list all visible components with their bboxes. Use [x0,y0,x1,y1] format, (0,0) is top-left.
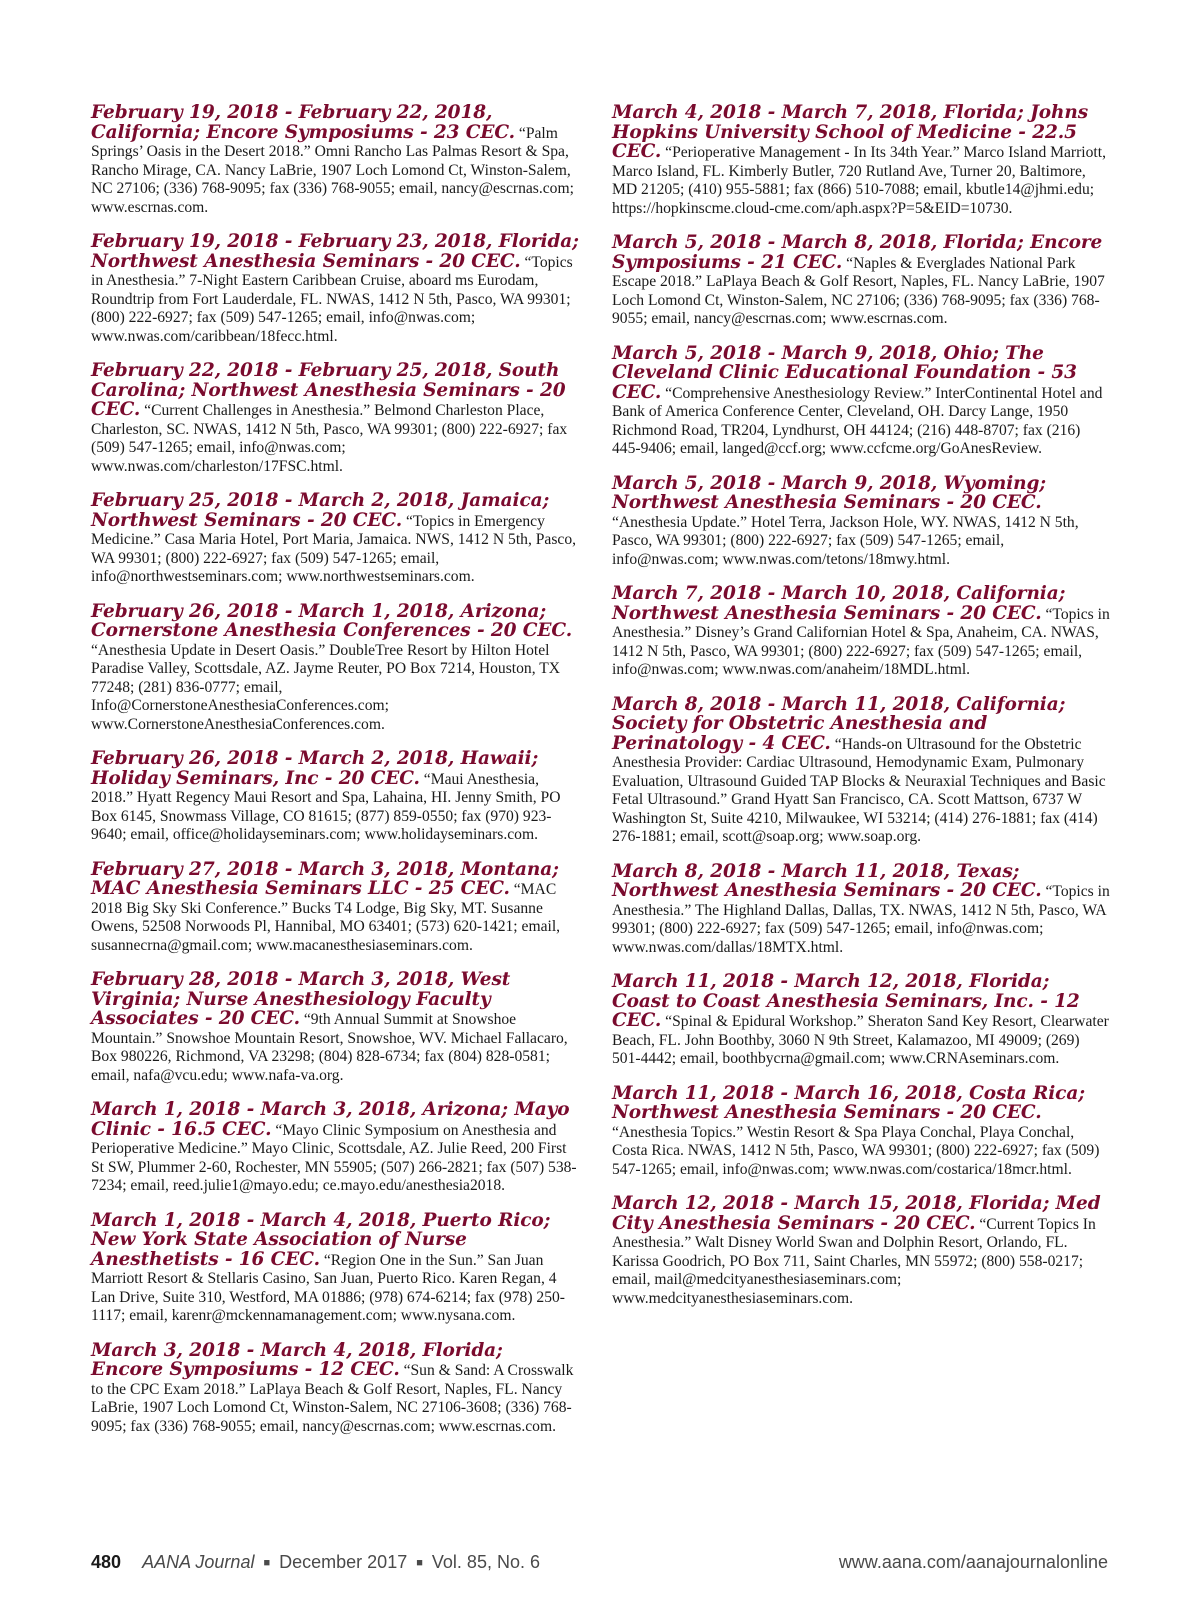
entry-body: “Topics in Emergency Medicine.” Casa Maria Hotel, Port Maria, Jamaica. NWS, 1412 N 5th, Pasco, WA 99301; (800) 222-6927; fax (509) 547-1265; email, info@northwestseminars.com; www.northwestseminars.com. [91,512,577,585]
entry-body: “Naples & Everglades National Park Escape 2018.” LaPlaya Beach & Golf Resort, Naples, FL. Nancy LaBrie, 1907 Loch Lomond Ct, Winston-Salem, NC 27106; (336) 768-9095; fax (336) 768-9055; email, nancy@escrnas.com; www.escrnas.com. [612,254,1105,327]
listing-entry [91,1209,581,1326]
listing-entry [91,1101,581,1196]
listing-entry [612,585,1110,680]
entry-body: “Current Challenges in Anesthesia.” Belmond Charleston Place, Charleston, SC. NWAS, 1412 N 5th, Pasco, WA 99301; (800) 222-6927; fax (509) 547-1265; email, info@nwas.com; www.nwas.com/charleston/17FSC.html. [91,402,568,475]
listing-entry [91,858,581,956]
entry-heading: March 5, 2018 - March 9, 2018, Wyoming; Northwest Anesthesia Seminars - 20 CEC. [612,472,1047,513]
entry-heading: February 27, 2018 - March 3, 2018, Montana; MAC Anesthesia Seminars LLC - 25 CEC. [91,858,559,899]
entry-body: “Palm Springs’ Oasis in the Desert 2018.” Omni Rancho Las Palmas Resort & Spa, Rancho Mirage, CA. Nancy LaBrie, 1907 Loch Lomond Ct, Winston-Salem, NC 27106; (336) 768-9095; fax (336) 768-9055; email, nancy@escrnas.com; www.escrnas.com. [91,124,574,216]
entry-body: “MAC 2018 Big Sky Ski Conference.” Bucks T4 Lodge, Big Sky, MT. Susanne Owens, 52508 Norwoods Pl, Hannibal, MO 63401; (573) 620-1421; email, susannecrna@gmail.com; www.macanesthesiaseminars.com. [91,881,561,954]
listing-entry [91,492,581,587]
entry-body: “Sun & Sand: A Crosswalk to the CPC Exam 2018.” LaPlaya Beach & Golf Resort, Naples, FL. Nancy LaBrie, 1907 Loch Lomond Ct, Winston-Salem, NC 27106-3608; (336) 768-9095; fax (336) 768-9055; email, nancy@escrnas.com; www.escrnas.com. [91,1362,574,1435]
listing-entry [612,860,1110,958]
listing-entry [91,1339,581,1437]
listing-entry [91,233,581,346]
journal-name: AANA Journal [142,1552,255,1572]
entry-body: “Anesthesia Update in Desert Oasis.” DoubleTree Resort by Hilton Hotel Paradise Valley, Scottsdale, AZ. Jayme Reuter, PO Box 7214, Houston, TX 77248; (281) 836-0777; email, Info@CornerstoneAnesthesiaConferences.com; www.CornerstoneAnesthesiaConferences.com. [91,641,561,733]
listing-entry [612,693,1110,847]
entry-heading: March 5, 2018 - March 9, 2018, Ohio; The Cleveland Clinic Educational Foundation - 53 CEC. [612,342,1077,403]
listing-entry [612,973,1110,1069]
listing-entry [91,104,581,217]
entry-heading: March 3, 2018 - March 4, 2018, Florida; Encore Symposiums - 12 CEC. [91,1339,503,1380]
entry-body: “9th Annual Summit at Snowshoe Mountain.” Snowshoe Mountain Resort, Snowshoe, WV. Michael Fallacaro, Box 980226, Richmond, VA 23298; (804) 828-6734; fax (804) 828-0581; email, nafa@vcu.edu; www.nafa-va.org. [91,1011,568,1084]
entry-heading: March 1, 2018 - March 3, 2018, Arizona; Mayo Clinic - 16.5 CEC. [91,1099,570,1140]
entry-body: “Topics in Anesthesia.” 7-Night Eastern Caribbean Cruise, aboard ms Eurodam, Roundtrip from Fort Lauderdale, FL. NWAS, 1412 N 5th, Pasco, WA 99301; (800) 222-6927; fax (509) 547-1265; email, info@nwas.com; www.nwas.com/caribbean/18fecc.html. [91,253,573,345]
entry-heading: February 28, 2018 - March 3, 2018, West Virginia; Nurse Anesthesiology Faculty Associates - 20 CEC. [91,969,511,1029]
entry-body: “Comprehensive Anesthesiology Review.” InterContinental Hotel and Bank of America Conference Center, Cleveland, OH. Darcy Lange, 1950 Richmond Road, TR204, Lyndhurst, OH 44124; (216) 448-8707; fax (216) 445-9406; email, langed@ccf.org; www.ccfcme.org/GoAnesReview. [612,384,1103,457]
page-footer [91,1552,1108,1578]
separator-square-icon: ■ [263,1557,271,1569]
entry-body: “Mayo Clinic Symposium on Anesthesia and Perioperative Medicine.” Mayo Clinic, Scottsdale, AZ. Julie Reed, 200 First St SW, Plummer 2-60, Rochester, MN 55905; (507) 266-2821; fax (507) 538-7234; email, reed.julie1@mayo.edu; ce.mayo.edu/anesthesia2018. [91,1121,577,1194]
listing-entry [612,472,1110,570]
entry-heading: February 19, 2018 - February 22, 2018, California; Encore Symposiums - 23 CEC. [91,102,516,143]
listing-entry [612,342,1110,459]
left-column [91,104,581,1452]
entry-body: “Topics in Anesthesia.” Disney’s Grand Californian Hotel & Spa, Anaheim, CA. NWAS, 1412 N 5th, Pasco, WA 99301; (800) 222-6927; fax (509) 547-1265; email, info@nwas.com; www.nwas.com/anaheim/18MDL.html. [612,605,1110,678]
entry-heading: March 11, 2018 - March 16, 2018, Costa Rica; Northwest Anesthesia Seminars - 20 CEC. [612,1082,1085,1123]
volume-issue: Vol. 85, No. 6 [431,1552,540,1572]
page-number: 480 [91,1552,122,1572]
entry-heading: March 4, 2018 - March 7, 2018, Florida; Johns Hopkins University School of Medicine - 22.5 CEC. [612,102,1089,162]
entry-heading: February 22, 2018 - February 25, 2018, South Carolina; Northwest Anesthesia Seminars - 20 CEC. [91,360,566,420]
listing-entry [612,1082,1110,1180]
entry-body: “Hands-on Ultrasound for the Obstetric Anesthesia Provider: Cardiac Ultrasound, Hemodynamic Exam, Pulmonary Evaluation, Ultrasound Guided TAP Blocks & Neuraxial Techniques and Basic Fetal Ultrasound.” Grand Hyatt San Francisco, CA. Scott Mattson, 6737 W Washington St, Suite 4210, Milwaukee, WI 53214; (414) 276-1881; fax (414) 276-1881; email, scott@soap.org; www.soap.org. [612,735,1106,845]
entry-heading: February 25, 2018 - March 2, 2018, Jamaica; Northwest Seminars - 20 CEC. [91,490,550,531]
entry-body: “Spinal & Epidural Workshop.” Sheraton Sand Key Resort, Clearwater Beach, FL. John Boothby, 3060 N 9th Street, Kalamazoo, MI 49009; (269) 501-4442; email, boothbycrna@gmail.com; www.CRNAseminars.com. [612,1013,1109,1067]
separator-square-icon: ■ [416,1557,423,1569]
issue-date: December 2017 [279,1552,408,1572]
entry-body: “Anesthesia Update.” Hotel Terra, Jackson Hole, WY. NWAS, 1412 N 5th, Pasco, WA 99301; (800) 222-6927; fax (509) 547-1265; email, info@nwas.com; www.nwas.com/tetons/18mwy.html. [612,513,1079,568]
listing-entry [91,750,581,845]
journal-url-link[interactable]: www.aana.com/aanajournalonline [838,1552,1108,1572]
entry-heading: March 8, 2018 - March 11, 2018, Texas; Northwest Anesthesia Seminars - 20 CEC. [612,860,1042,901]
entry-heading: February 26, 2018 - March 1, 2018, Arizona; Cornerstone Anesthesia Conferences - 20 CEC. [91,600,573,641]
entry-heading: February 26, 2018 - March 2, 2018, Hawaii; Holiday Seminars, Inc - 20 CEC. [91,748,539,789]
entry-body: “Current Topics In Anesthesia.” Walt Disney World Swan and Dolphin Resort, Orlando, FL. Karissa Goodrich, PO Box 711, Saint Charles, MN 55972; (800) 558-0217; email, mail@medcityanesthesiaseminars.com; www.medcityanesthesiaseminars.com. [612,1215,1096,1307]
entry-heading: March 1, 2018 - March 4, 2018, Puerto Rico; New York State Association of Nurse Anesthetists - 16 CEC. [91,1209,551,1270]
listing-entry [612,234,1110,329]
listing-entry [612,1195,1110,1308]
listing-entry [91,362,581,476]
entry-heading: March 12, 2018 - March 15, 2018, Florida; Med City Anesthesia Seminars - 20 CEC. [612,1193,1101,1234]
entry-body: “Maui Anesthesia, 2018.” Hyatt Regency Maui Resort and Spa, Lahaina, HI. Jenny Smith, PO Box 6145, Snowmass Village, CO 81615; (877) 859-0550; fax (970) 923-9640; email, office@holidayseminars.com; www.holidayseminars.com. [91,770,561,843]
entry-heading: February 19, 2018 - February 23, 2018, Florida; Northwest Anesthesia Seminars - 20 CEC. [91,231,579,272]
right-column [612,104,1110,1324]
entry-heading: March 5, 2018 - March 8, 2018, Florida; Encore Symposiums - 21 CEC. [612,232,1103,273]
entry-heading: March 11, 2018 - March 12, 2018, Florida; Coast to Coast Anesthesia Seminars, Inc. - 12 CEC. [612,971,1080,1031]
entry-heading: March 8, 2018 - March 11, 2018, California; Society for Obstetric Anesthesia and Perinatology - 4 CEC. [612,693,1066,754]
listing-entry [91,971,581,1085]
listing-entry [91,600,581,735]
entry-heading: March 7, 2018 - March 10, 2018, California; Northwest Anesthesia Seminars - 20 CEC. [612,583,1066,624]
entry-body: “Perioperative Management - In Its 34th Year.” Marco Island Marriott, Marco Island, FL. Kimberly Butler, 720 Rutland Ave, Turner 20, Baltimore, MD 21205; (410) 955-5881; fax (866) 510-7088; email, kbutle14@jhmi.edu; https://hopkinscme.cloud-cme.com/aph.aspx?P=5&EID=10730. [612,144,1106,217]
entry-body: “Region One in the Sun.” San Juan Marriott Resort & Stellaris Casino, San Juan, Puerto Rico. Karen Regan, 4 Lan Drive, Suite 310, Westford, MA 01886; (978) 674-6214; fax (978) 250-1117; email, karenr@mckennamanagement.com; www.nysana.com. [91,1251,565,1324]
listing-entry [612,104,1110,218]
entry-body: “Topics in Anesthesia.” The Highland Dallas, Dallas, TX. NWAS, 1412 N 5th, Pasco, WA 99301; (800) 222-6927; fax (509) 547-1265; email, info@nwas.com; www.nwas.com/dallas/18MTX.html. [612,883,1110,956]
entry-body: “Anesthesia Topics.” Westin Resort & Spa Playa Conchal, Playa Conchal, Costa Rica. NWAS, 1412 N 5th, Pasco, WA 99301; (800) 222-6927; fax (509) 547-1265; email, info@nwas.com; www.nwas.com/costarica/18mcr.html. [612,1123,1100,1178]
